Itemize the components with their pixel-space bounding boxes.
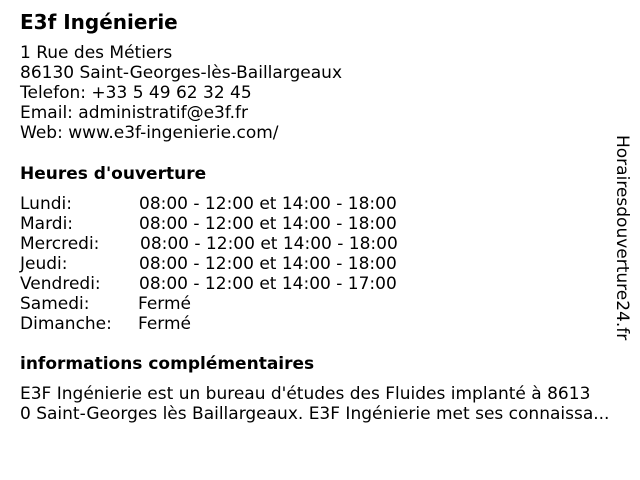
day-label: Samedi: bbox=[20, 294, 90, 314]
day-label: Jeudi: bbox=[20, 254, 68, 274]
address-city: 86130 Saint-Georges-lès-Baillargeaux bbox=[20, 63, 343, 83]
day-hours: Fermé bbox=[138, 314, 192, 334]
day-hours: Fermé bbox=[138, 294, 192, 314]
description-line: 0 Saint-Georges lès Baillargeaux. E3F Ingénierie met ses connaissa... bbox=[20, 404, 610, 424]
day-hours: 08:00 - 12:00 et 14:00 - 18:00 bbox=[139, 254, 397, 274]
day-hours: 08:00 - 12:00 et 14:00 - 18:00 bbox=[139, 214, 397, 234]
additional-info-heading: informations complémentaires bbox=[20, 354, 315, 374]
contact-block bbox=[20, 43, 342, 143]
day-hours: 08:00 - 12:00 et 14:00 - 18:00 bbox=[140, 234, 398, 254]
phone-number: Telefon: +33 5 49 62 32 45 bbox=[20, 83, 252, 103]
description-line: E3F Ingénierie est un bureau d'études des Fluides implanté à 8613 bbox=[20, 384, 591, 404]
opening-hours-heading: Heures d'ouverture bbox=[20, 164, 207, 184]
business-description bbox=[20, 384, 628, 424]
day-label: Lundi: bbox=[20, 194, 72, 214]
day-hours: 08:00 - 12:00 et 14:00 - 18:00 bbox=[139, 194, 397, 214]
company-name: E3f Ingénierie bbox=[20, 10, 178, 34]
day-label: Vendredi: bbox=[20, 274, 101, 294]
day-label: Dimanche: bbox=[20, 314, 112, 334]
day-label: Mardi: bbox=[20, 214, 74, 234]
site-watermark: Horairesdouverture24.fr bbox=[612, 135, 632, 341]
address-street: 1 Rue des Métiers bbox=[20, 43, 173, 63]
day-hours: 08:00 - 12:00 et 14:00 - 17:00 bbox=[139, 274, 397, 294]
email-address: Email: administratif@e3f.fr bbox=[20, 103, 248, 123]
day-label: Mercredi: bbox=[20, 234, 100, 254]
website: Web: www.e3f-ingenierie.com/ bbox=[20, 123, 279, 143]
